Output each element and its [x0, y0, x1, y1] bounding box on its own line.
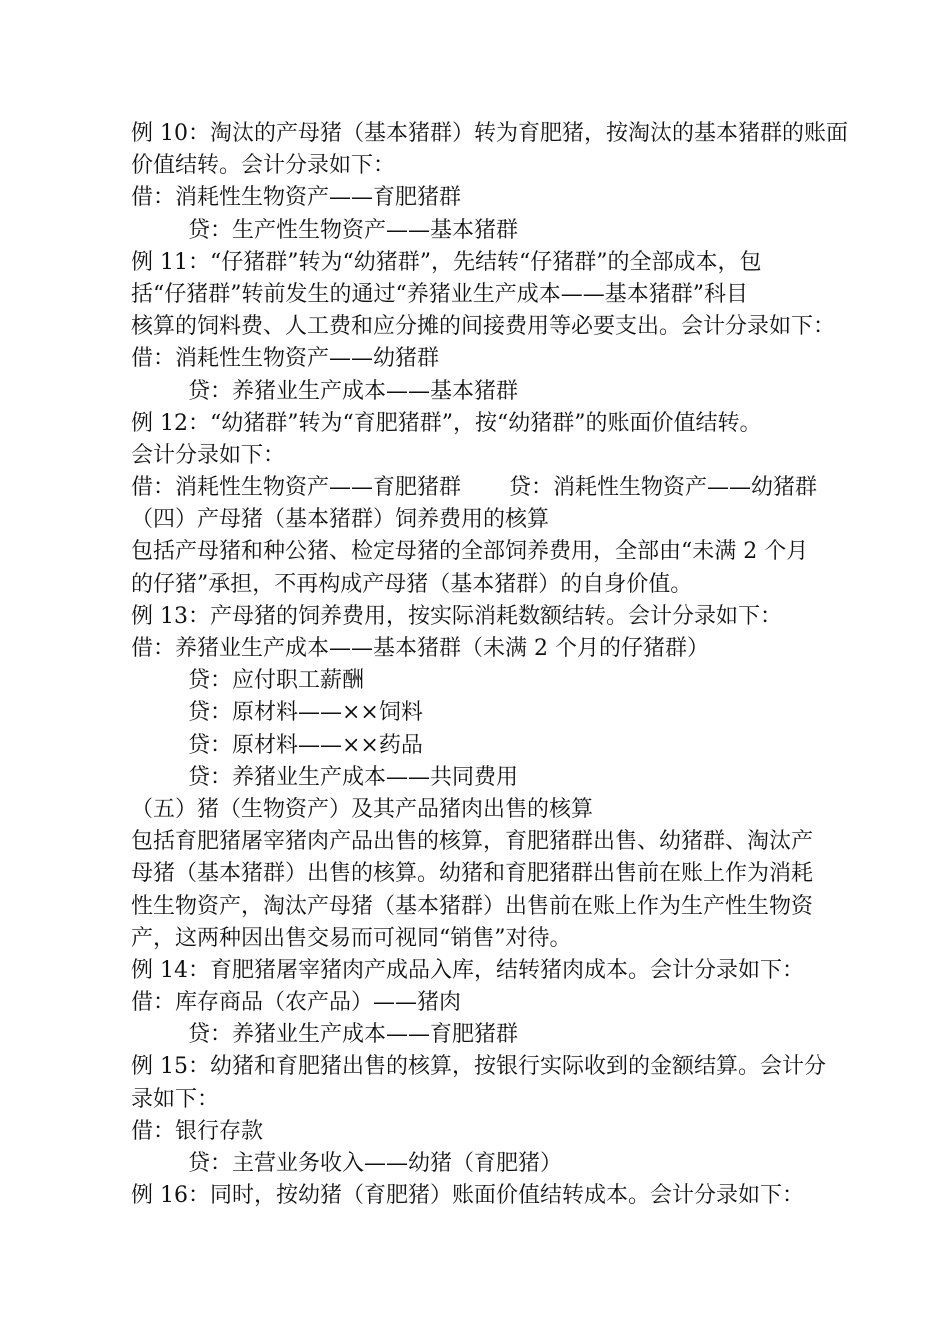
text-line-content: 的仔猪”承担，不再构成产母猪（基本猪群）的自身价值。: [131, 571, 693, 597]
text-line: [131, 536, 871, 568]
text-line-content: 录如下：: [131, 1086, 220, 1112]
text-line: [131, 247, 871, 279]
text-line: [131, 569, 871, 601]
text-line-content: 贷：原材料——××药品: [188, 732, 423, 758]
text-line: [131, 1051, 871, 1083]
text-line: [131, 1180, 871, 1212]
text-line-content: 例 13：产母猪的饲养费用，按实际消耗数额结转。会计分录如下：: [131, 603, 782, 629]
text-line: [131, 279, 871, 311]
text-line: [131, 955, 871, 987]
text-line-content: 借：养猪业生产成本——基本猪群（未满 2 个月的仔猪群）: [131, 636, 709, 661]
text-line-content: 贷：应付职工薪酬: [188, 668, 365, 694]
text-line: [131, 472, 871, 504]
text-line-content: 借：库存商品（农产品）——猪肉: [131, 990, 462, 1016]
text-line: [131, 633, 871, 665]
text-line: [131, 891, 871, 923]
text-line: [131, 987, 871, 1019]
text-line: [131, 150, 871, 182]
text-line: [131, 697, 871, 729]
text-line: [131, 376, 871, 408]
text-line: [131, 504, 871, 536]
text-line: [131, 408, 871, 440]
text-line-content: 借：消耗性生物资产——幼猪群: [131, 346, 440, 372]
text-line-content: 例 10：淘汰的产母猪（基本猪群）转为育肥猪，按淘汰的基本猪群的账面: [131, 121, 848, 146]
text-line-content: （五）猪（生物资产）及其产品猪肉出售的核算: [131, 796, 594, 822]
text-line-content: 贷：养猪业生产成本——基本猪群: [188, 378, 519, 404]
text-line: [131, 1084, 871, 1116]
text-line-content: 价值结转。会计分录如下：: [131, 153, 396, 179]
text-line: [131, 601, 871, 633]
text-line-content: 贷：原材料——××饲料: [188, 700, 423, 726]
text-line-tail: 贷：消耗性生物资产——幼猪群: [509, 475, 818, 501]
text-line: [131, 858, 871, 890]
text-line-content: 贷：养猪业生产成本——育肥猪群: [188, 1022, 519, 1048]
text-line: [131, 343, 871, 375]
document-body: [131, 118, 871, 1212]
text-line: [131, 1019, 871, 1051]
text-line: [131, 440, 871, 472]
text-line-content: 例 11：“仔猪群”转为“幼猪群”，先结转“仔猪群”的全部成本，包: [131, 249, 762, 275]
text-line-content: 母猪（基本猪群）出售的核算。幼猪和育肥猪群出售前在账上作为消耗: [131, 861, 814, 887]
text-line-content: 例 15：幼猪和育肥猪出售的核算，按银行实际收到的金额结算。会计分: [131, 1054, 826, 1080]
text-line-content: 例 14：育肥猪屠宰猪肉产成品入库，结转猪肉成本。会计分录如下：: [131, 957, 804, 983]
text-line-content: 例 12：“幼猪群”转为“育肥猪群”，按“幼猪群”的账面价值结转。: [131, 410, 762, 436]
text-line-content: 借：银行存款: [131, 1118, 264, 1144]
text-line: [131, 665, 871, 697]
text-line-content: 贷：养猪业生产成本——共同费用: [188, 764, 519, 790]
text-line: [131, 1148, 871, 1180]
text-line-content: 包括育肥猪屠宰猪肉产品出售的核算，育肥猪群出售、幼猪群、淘汰产: [131, 829, 814, 855]
text-line: [131, 311, 871, 343]
text-line-content: 括“仔猪群”转前发生的通过“养猪业生产成本——基本猪群”科目: [131, 281, 748, 307]
text-line: [131, 182, 871, 214]
text-line-content: 贷：主营业务收入——幼猪（育肥猪）: [188, 1151, 563, 1176]
text-line: [131, 215, 871, 247]
text-line: [131, 923, 871, 955]
text-line: [131, 826, 871, 858]
text-line: [131, 794, 871, 826]
text-line: [131, 118, 871, 150]
text-line: [131, 1116, 871, 1148]
text-line-content: 贷：生产性生物资产——基本猪群: [188, 217, 519, 243]
text-line-content: 包括产母猪和种公猪、检定母猪的全部饲养费用，全部由“未满 2 个月: [131, 539, 809, 565]
text-line-content: 借：消耗性生物资产——育肥猪群: [131, 475, 462, 501]
text-line-content: 借：消耗性生物资产——育肥猪群: [131, 185, 462, 211]
text-line-content: 产，这两种因出售交易而可视同“销售”对待。: [131, 925, 572, 951]
text-line-content: 核算的饲料费、人工费和应分摊的间接费用等必要支出。会计分录如下：: [131, 314, 836, 340]
text-line-content: 会计分录如下：: [131, 442, 286, 468]
text-line: [131, 730, 871, 762]
text-line: [131, 762, 871, 794]
text-line-content: 例 16：同时，按幼猪（育肥猪）账面价值结转成本。会计分录如下：: [131, 1183, 804, 1209]
text-line-content: 性生物资产，淘汰产母猪（基本猪群）出售前在账上作为生产性生物资: [131, 893, 814, 919]
text-line-content: （四）产母猪（基本猪群）饲养费用的核算: [131, 507, 550, 533]
